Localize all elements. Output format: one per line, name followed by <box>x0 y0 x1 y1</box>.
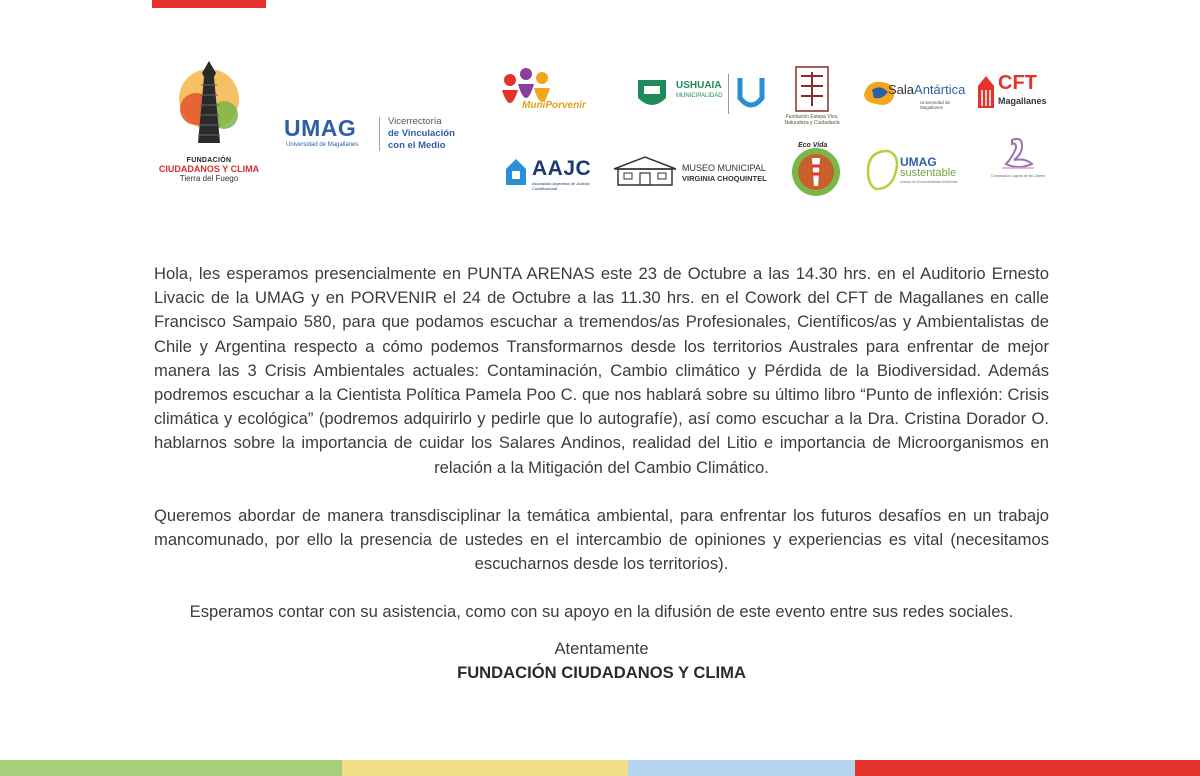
eco-vida-emblem-icon <box>788 142 844 200</box>
estepa-viva-mark-icon <box>795 66 829 112</box>
aajc-sub: Asociación Argentina de Justicia Constitucional <box>532 181 590 191</box>
footer-color-bar <box>0 760 1200 776</box>
muniporvenir-logo <box>496 66 616 124</box>
sala-name-part2: Antártica <box>914 82 966 97</box>
umag-vr-line2: de Vinculación <box>388 128 455 139</box>
cft-magallanes-logo <box>976 72 1052 112</box>
ushuaia-logo <box>632 72 768 116</box>
estepa-viva-logo <box>780 66 844 132</box>
footer-segment-red <box>855 760 1200 776</box>
aajc-house-icon <box>504 157 528 187</box>
umag-sustentable-leaf-icon <box>862 147 902 193</box>
umag-sustentable-logo <box>862 147 968 195</box>
muniporvenir-figures-icon <box>496 66 556 124</box>
umag-sust-line1: UMAG <box>900 155 937 169</box>
closing-signature <box>154 637 1049 685</box>
cft-name: Magallanes <box>998 96 1047 106</box>
paragraph-request: Esperamos contar con su asistencia, como con su apoyo en la difusión de este evento entre sus redes sociales. <box>189 602 1014 622</box>
aajc-acronym: AAJC <box>532 157 592 180</box>
corporacion-name: Corporación Laguna de los Cisnes <box>991 174 1045 178</box>
fundacion-line2: CIUDADANOS Y CLIMA <box>158 164 260 174</box>
museo-municipal-logo <box>612 155 772 189</box>
estepa-viva-name: Fundación Estepa Viva, Naturaleza y Ciudadanía <box>784 114 840 126</box>
umag-subtitle: Universidad de Magallanes <box>286 142 359 148</box>
closing-greeting: Atentamente <box>554 639 649 658</box>
closing-organization: FUNDACIÓN CIUDADANOS Y CLIMA <box>457 663 746 683</box>
fundacion-line3: Tierra del Fuego <box>179 174 239 183</box>
footer-segment-yellow <box>342 760 628 776</box>
sala-antartica-logo <box>860 76 972 112</box>
aajc-logo <box>504 155 608 191</box>
fundacion-figure-icon <box>174 55 244 155</box>
fundacion-line1: FUNDACIÓN <box>186 157 232 164</box>
umag-separator <box>379 117 380 151</box>
museo-building-icon <box>612 155 678 187</box>
sala-antartica-sub: Universidad de Magallanes <box>920 100 951 110</box>
muniporvenir-name: MuniPorvenir <box>522 100 586 111</box>
ushuaia-shield-icon <box>632 74 672 114</box>
museo-line2: VIRGINIA CHOQUINTEL <box>682 174 767 183</box>
ushuaia-sub: MUNICIPALIDAD <box>676 93 723 99</box>
museo-line1: MUSEO MUNICIPAL <box>682 163 766 173</box>
umag-sust-sub: Unidad de Sustentabilidad Ambiental <box>900 180 958 184</box>
eco-vida-logo <box>788 142 844 200</box>
umag-vr-line3: con el Medio <box>388 140 446 151</box>
footer-segment-blue <box>628 760 855 776</box>
paragraph-approach: Queremos abordar de manera transdisciplinar la temática ambiental, para enfrentar los futuros desafíos en un trabajo mancomunado, por ello la presencia de ustedes en el intercambio de opiniones y experiencias es vital (necesitamos escucharnos desde los territorios). <box>154 505 1049 574</box>
top-accent-bar <box>152 0 266 8</box>
corporacion-logo <box>988 136 1048 188</box>
invitation-body <box>154 262 1049 625</box>
swan-icon <box>998 136 1038 172</box>
ushuaia-name: USHUAIA <box>676 80 722 91</box>
ushuaia-u-icon <box>736 76 766 112</box>
sala-antartica-name <box>888 82 965 97</box>
ushuaia-separator <box>728 74 729 114</box>
umag-vicerrectoria <box>388 116 455 152</box>
fundacion-ciudadanos-clima-logo <box>150 55 268 195</box>
cft-building-icon <box>976 74 996 110</box>
cft-acronym: CFT <box>998 72 1037 94</box>
umag-sust-line2: sustentable <box>900 167 957 179</box>
paragraph-invitation: Hola, les esperamos presencialmente en PUNTA ARENAS este 23 de Octubre a las 14.30 hrs. en el Auditorio Ernesto Livacic de la UMAG y en PORVENIR el 24 de Octubre a las 11.30 hrs. en el Cowork del CFT de Magallanes en calle Francisco Sampaio 580, para que podamos escuchar a tremendos/as Profesionales, Científicos/as y Ambientalistas de Chile y Argentina respecto a cómo podemos Transformarnos desde los territorios Australes para enfrentar de mejor manera las 3 Crisis Ambientales actuales: Contaminación, Cambio climático y Pérdida de la Biodiversidad. Además podremos escuchar a la Cientista Política Pamela Poo C. que nos hablará sobre su último libro “Punto de inflexión: Crisis climática y ecológica” (podremos adquirirlo y pedirle que lo autografíe), así como escuchar a la Dra. Cristina Dorador O. hablarnos sobre la importancia de cuidar los Salares Andinos, realidad del Litio e importancia de Microorganismos en relación a la Mitigación del Cambio Climático. <box>154 264 1049 477</box>
eco-vida-name: Eco Vida <box>798 142 828 149</box>
umag-wordmark: UMAG <box>284 115 357 141</box>
sala-name-part1: Sala <box>888 82 915 97</box>
umag-logo <box>284 115 464 155</box>
umag-vr-line1: Vicerrectoría <box>388 116 442 127</box>
footer-segment-green <box>0 760 342 776</box>
